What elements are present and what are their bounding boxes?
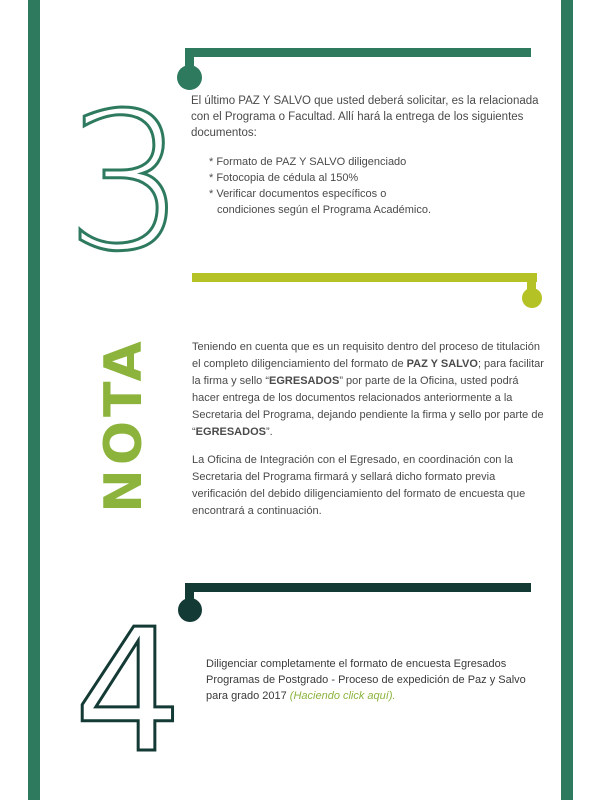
nota-p1-text-2: ; para facilitar la firma y sello “: [192, 358, 544, 387]
nota-header-bar: [192, 273, 537, 282]
step3-number-text: 3: [65, 72, 187, 293]
previous-step-number-fragment: [92, 0, 172, 6]
step3-document-list: [209, 154, 509, 218]
left-border: [28, 0, 40, 800]
step4-text: [206, 656, 546, 704]
step3-intro: El último PAZ Y SALVO que usted deberá solicitar, es la relacionada con el Programa o Facultad. Allí hará la entrega de los siguientes documentos:: [191, 95, 539, 139]
nota-p1-text-3: ” por parte de la Oficina, usted podrá hacer entrega de los documentos relacionados anteriormente a la Secretaria del Programa, dejando pendiente la firma y sello por parte de “: [192, 375, 544, 438]
step3-header-bar: [185, 48, 531, 57]
nota-p1-text-1: Teniendo en cuenta que es un requisito dentro del proceso de titulación el completo diligenciamiento del formato de: [192, 341, 540, 370]
list-item: * Verificar documentos específicos o: [209, 188, 387, 200]
step4-number-text: 4: [73, 593, 183, 791]
nota-p1-bold-2: EGRESADOS: [269, 375, 340, 387]
survey-link[interactable]: (Haciendo click aquí).: [289, 690, 396, 702]
nota-dot: [522, 288, 542, 308]
step4-header-bar: [185, 583, 531, 592]
nota-paragraph-1: [192, 339, 547, 441]
nota-p1-bold-3: EGRESADOS: [195, 426, 266, 438]
step4-number: [73, 593, 183, 791]
list-item-continuation: condiciones según el Programa Académico.: [217, 204, 432, 216]
list-item: * Fotocopia de cédula al 150%: [209, 172, 359, 184]
nota-p1-text-4: ”.: [265, 426, 273, 438]
step3-number: [65, 72, 187, 293]
right-border: [561, 0, 573, 800]
nota-title: NOTA: [94, 337, 154, 513]
nota-p1-bold-1: PAZ Y SALVO: [406, 358, 478, 370]
list-item: * Formato de PAZ Y SALVO diligenciado: [209, 156, 407, 168]
step4-instruction: Diligenciar completamente el formato de encuesta Egresados Programas de Postgrado - Proceso de expedición de Paz y Salvo para grado 2017: [206, 658, 526, 702]
nota-paragraph-2: La Oficina de Integración con el Egresado, en coordinación con la Secretaria del Programa firmará y sellará dicho formato previa verificación del debido diligenciamiento del formato de encuesta que encontrará a continuación.: [192, 454, 526, 517]
